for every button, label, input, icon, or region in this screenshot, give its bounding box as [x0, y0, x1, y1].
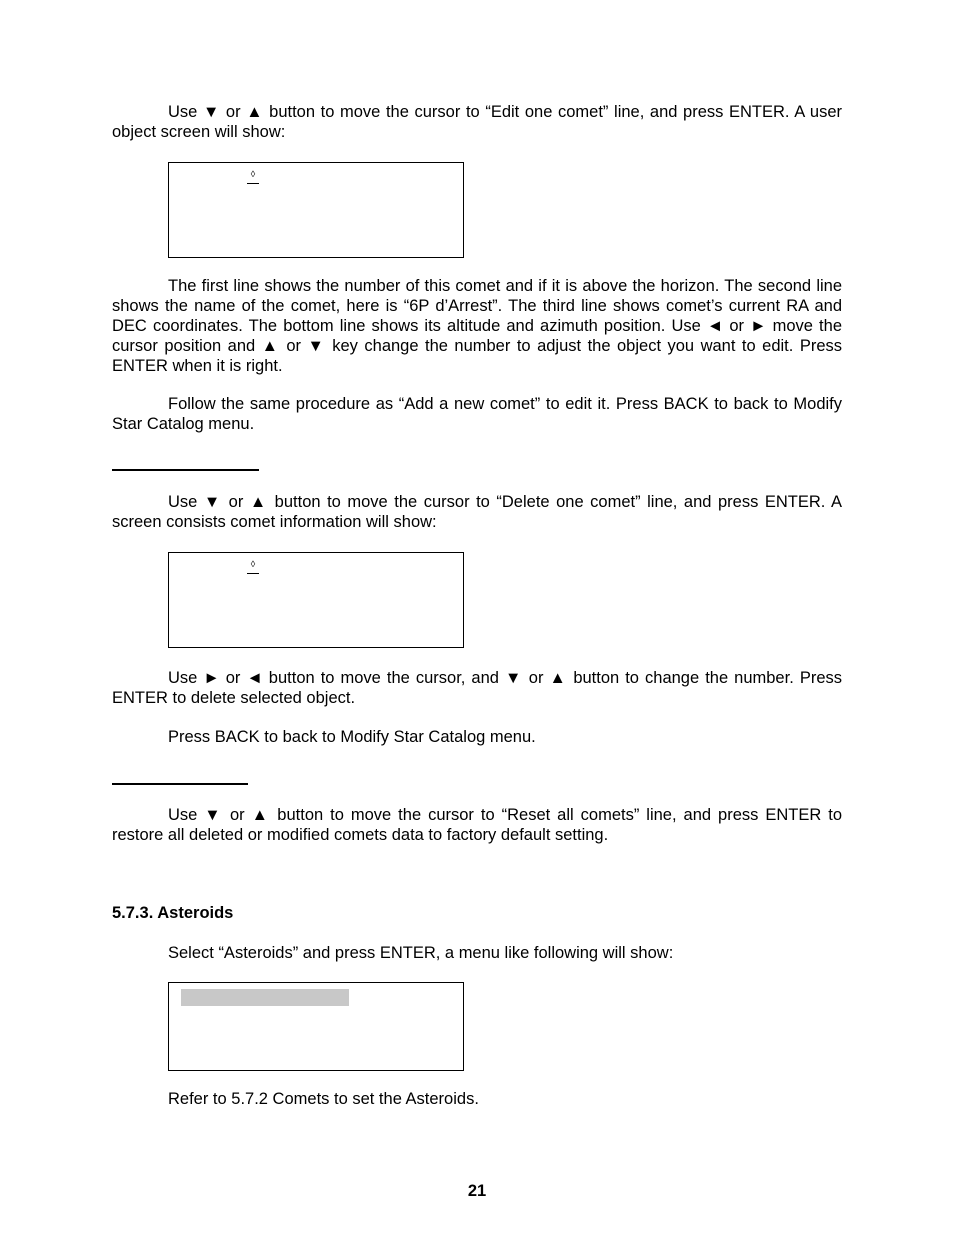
lcd-screen-edit-comet — [168, 162, 464, 258]
delete-comet-intro: Use ▼ or ▲ button to move the cursor to “Delete one comet” line, and press ENTER. A screen consists comet information will show: — [112, 493, 842, 531]
section-rule-delete — [112, 469, 259, 471]
asteroids-intro: Select “Asteroids” and press ENTER, a menu like following will show: — [168, 944, 674, 962]
edit-comet-detail: The first line shows the number of this comet and if it is above the horizon. The second line shows the name of the comet, here is “6P d’Arrest”. The third line shows comet’s current RA and DEC coordinates. The bottom line shows its altitude and azimuth position. Use ◄ or ► move the cursor position and ▲ or ▼ key change the number to adjust the object you want to edit. Press ENTER when it is right. — [112, 277, 842, 375]
reset-comets-intro: Use ▼ or ▲ button to move the cursor to “Reset all comets” line, and press ENTER to restore all deleted or modified comets data to factory default setting. — [112, 806, 842, 844]
asteroids-refer: Refer to 5.7.2 Comets to set the Asteroids. — [168, 1090, 479, 1108]
menu-highlight-bar — [181, 989, 349, 1006]
cursor-icon: ◊ — [247, 169, 259, 184]
section-rule-reset — [112, 783, 248, 785]
edit-comet-follow: Follow the same procedure as “Add a new comet” to edit it. Press BACK to back to Modify Star Catalog menu. — [112, 395, 842, 433]
page-number: 21 — [467, 1182, 487, 1200]
heading-asteroids: 5.7.3. Asteroids — [112, 904, 234, 922]
edit-comet-intro: Use ▼ or ▲ button to move the cursor to “Edit one comet” line, and press ENTER. A user object screen will show: — [112, 103, 842, 141]
lcd-screen-asteroids-menu — [168, 982, 464, 1071]
lcd-screen-delete-comet — [168, 552, 464, 648]
cursor-icon: ◊ — [247, 559, 259, 574]
delete-comet-back: Press BACK to back to Modify Star Catalog menu. — [168, 728, 536, 746]
delete-comet-detail: Use ► or ◄ button to move the cursor, and ▼ or ▲ button to change the number. Press ENTER to delete selected object. — [112, 669, 842, 707]
